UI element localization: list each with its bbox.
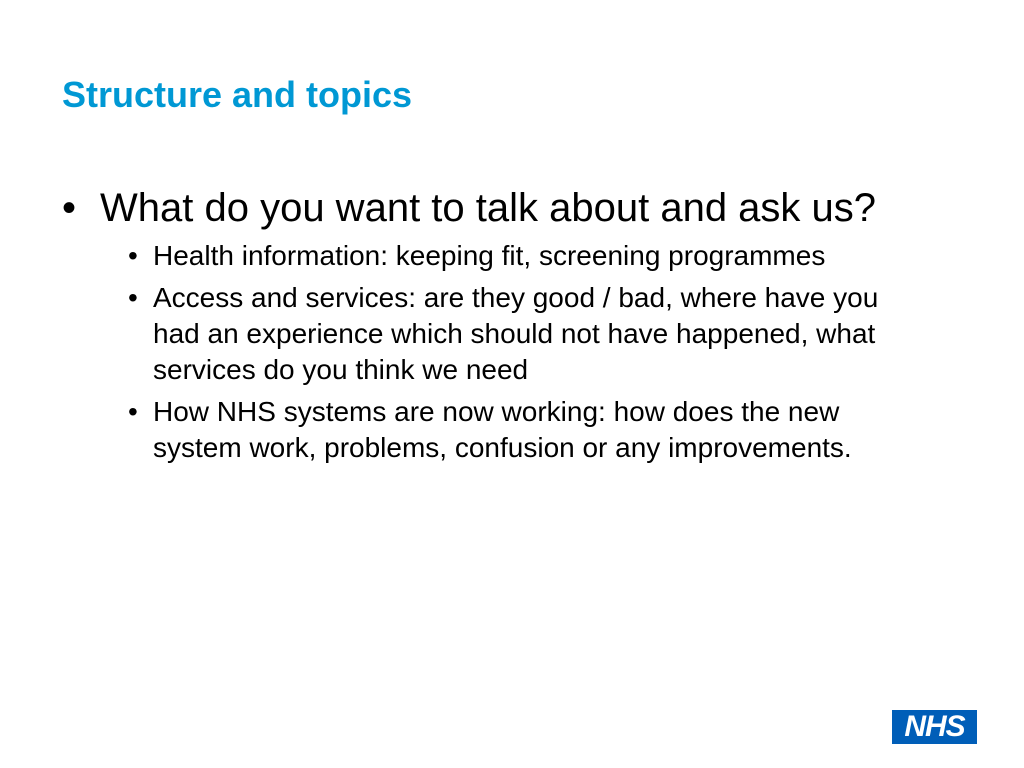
bullet-list [62,186,962,472]
main-bullet [62,186,940,230]
sub-bullet-text: How NHS systems are now working: how does the new system work, problems, confusion or any improvements. [153,396,852,463]
sub-bullet-text: Access and services: are they good / bad, where have you had an experience which should not have happened, what services do you think we need [153,282,879,385]
sub-bullet-group [62,238,962,466]
sub-bullet-list [128,238,924,466]
nhs-logo: NHS [892,710,977,744]
sub-bullet [128,280,924,388]
sub-bullet [128,394,924,466]
sub-bullet-text: Health information: keeping fit, screening programmes [153,240,826,271]
bullet-marker: • [62,186,77,230]
bullet-marker: • [128,282,138,313]
bullet-marker: • [128,240,138,271]
bullet-marker: • [128,396,138,427]
slide-title: Structure and topics [62,74,413,115]
main-bullet-text: What do you want to talk about and ask us? [100,186,877,230]
sub-bullet [128,238,924,274]
